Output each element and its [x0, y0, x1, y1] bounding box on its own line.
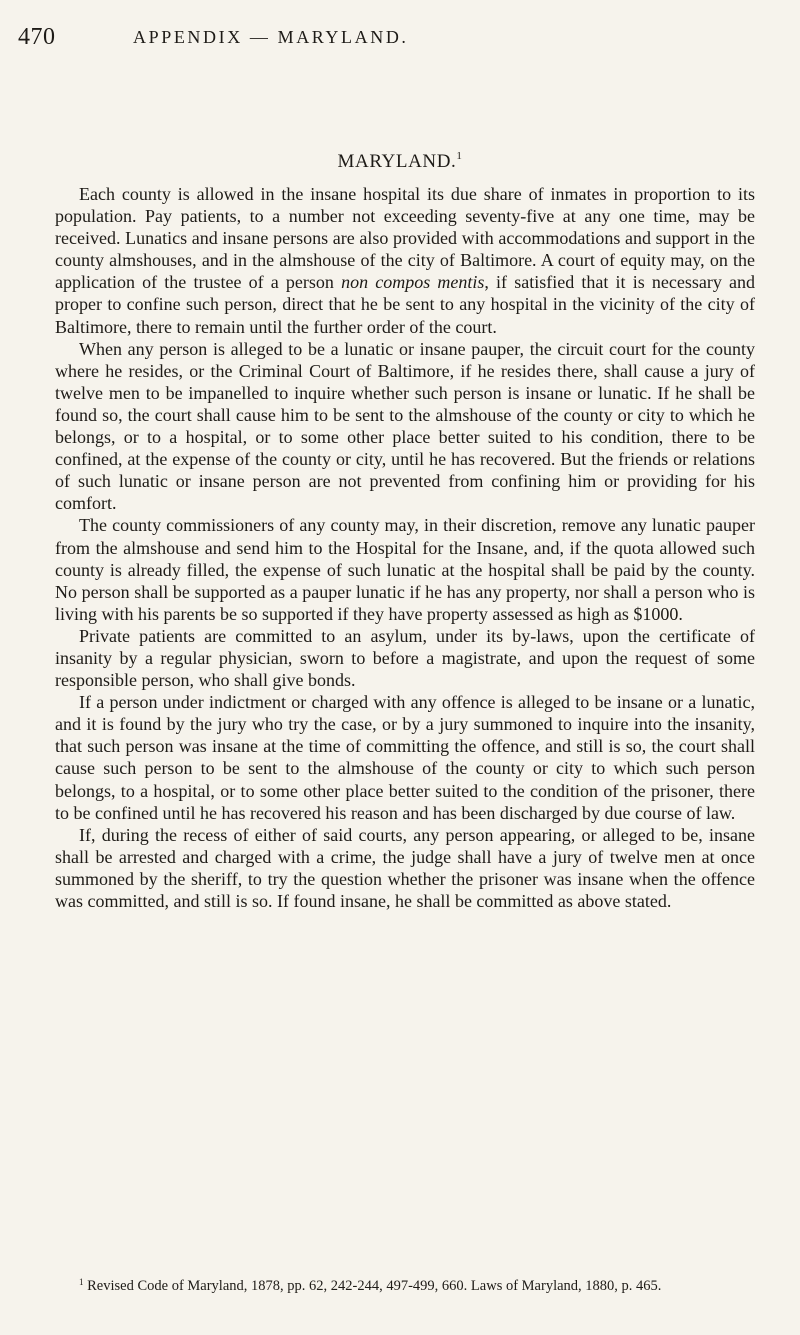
paragraph-indictment: If a person under indictment or charged with any offence is alleged to be insane or a lunatic, and it is found by the jury who try the case, or by a jury summoned to inquire into the insanity, that such person was insane at the time of committing the offence, and still is so, the court shall cause such person to be sent to the almshouse of the county or city to which such person belongs, to a hospital, or to some other place better suited to the condition of the prisoner, there to be confined until he has recovered his reason and has been discharged by due course of law. [55, 692, 755, 823]
paragraph-equity-court: Each county is allowed in the insane hospital its due share of inmates in proportion to its population. Pay patients, to a number not exceeding seventy-five at any one time, may be received. Lunatics and insane persons are also provided with accommodations and support in the county almshouses, and in the almshouse of the city of Baltimore. A court of equity may, on the application of the trustee of a person non compos mentis, if satisfied that it is necessary and proper to confine such person, direct that he be sent to any hospital in the vicinity of the city of Baltimore, there to remain until the further order of the court. [55, 184, 755, 337]
paragraph-private-patients: Private patients are committed to an asylum, under its by-laws, upon the certificate of insanity by a regular physician, sworn to before a magistrate, and upon the request of some responsible person, who shall give bonds. [55, 625, 755, 691]
heading-footnote-marker: 1 [456, 150, 463, 162]
footnote [55, 1273, 755, 1295]
latin-phrase: non compos mentis [341, 272, 485, 293]
footnote-marker: 1 [79, 1277, 84, 1287]
paragraph-court-recess: If, during the recess of either of said courts, any person appearing, or alleged to be, insane shall be arrested and charged with a crime, the judge shall have a jury of twelve men at once summoned by the sheriff, to try the question whether the prisoner was insane when the offence was committed, and still is so. If found insane, he shall be committed as above stated. [55, 824, 755, 911]
body-text [55, 183, 755, 912]
paragraph-county-commissioners: The county commissioners of any county may, in their discretion, remove any lunatic pauper from the almshouse and send him to the Hospital for the Insane, and, if the quota allowed such county is already filled, the expense of such lunatic at the hospital shall be paid by the county. No person shall be supported as a pauper lunatic if he has any property, nor shall a person who is living with his parents be so supported if they have property assessed as high as $1000. [55, 515, 755, 624]
paragraph-pauper-jury: When any person is alleged to be a lunatic or insane pauper, the circuit court for the county where he resides, or the Criminal Court of Baltimore, if he resides there, shall cause a jury of twelve men to be impanelled to inquire whether such person is insane or lunatic. If he shall be found so, the court shall cause him to be sent to the almshouse of the county or city to which he belongs, or to a hospital, or to some other place better suited to his condition, there to be confined, at the expense of the county or city, until he has recovered. But the friends or relations of such lunatic or insane person are not prevented from confining him or providing for his comfort. [55, 338, 755, 514]
running-head [18, 24, 778, 56]
section-heading-text: MARYLAND. [337, 151, 457, 172]
page-number: 470 [18, 24, 56, 50]
running-head-title: APPENDIX — MARYLAND. [133, 27, 409, 47]
section-heading [0, 150, 800, 173]
footnote-text: Revised Code of Maryland, 1878, pp. 62, 242-244, 497-499, 660. Laws of Maryland, 1880, p. 465. [87, 1278, 662, 1294]
